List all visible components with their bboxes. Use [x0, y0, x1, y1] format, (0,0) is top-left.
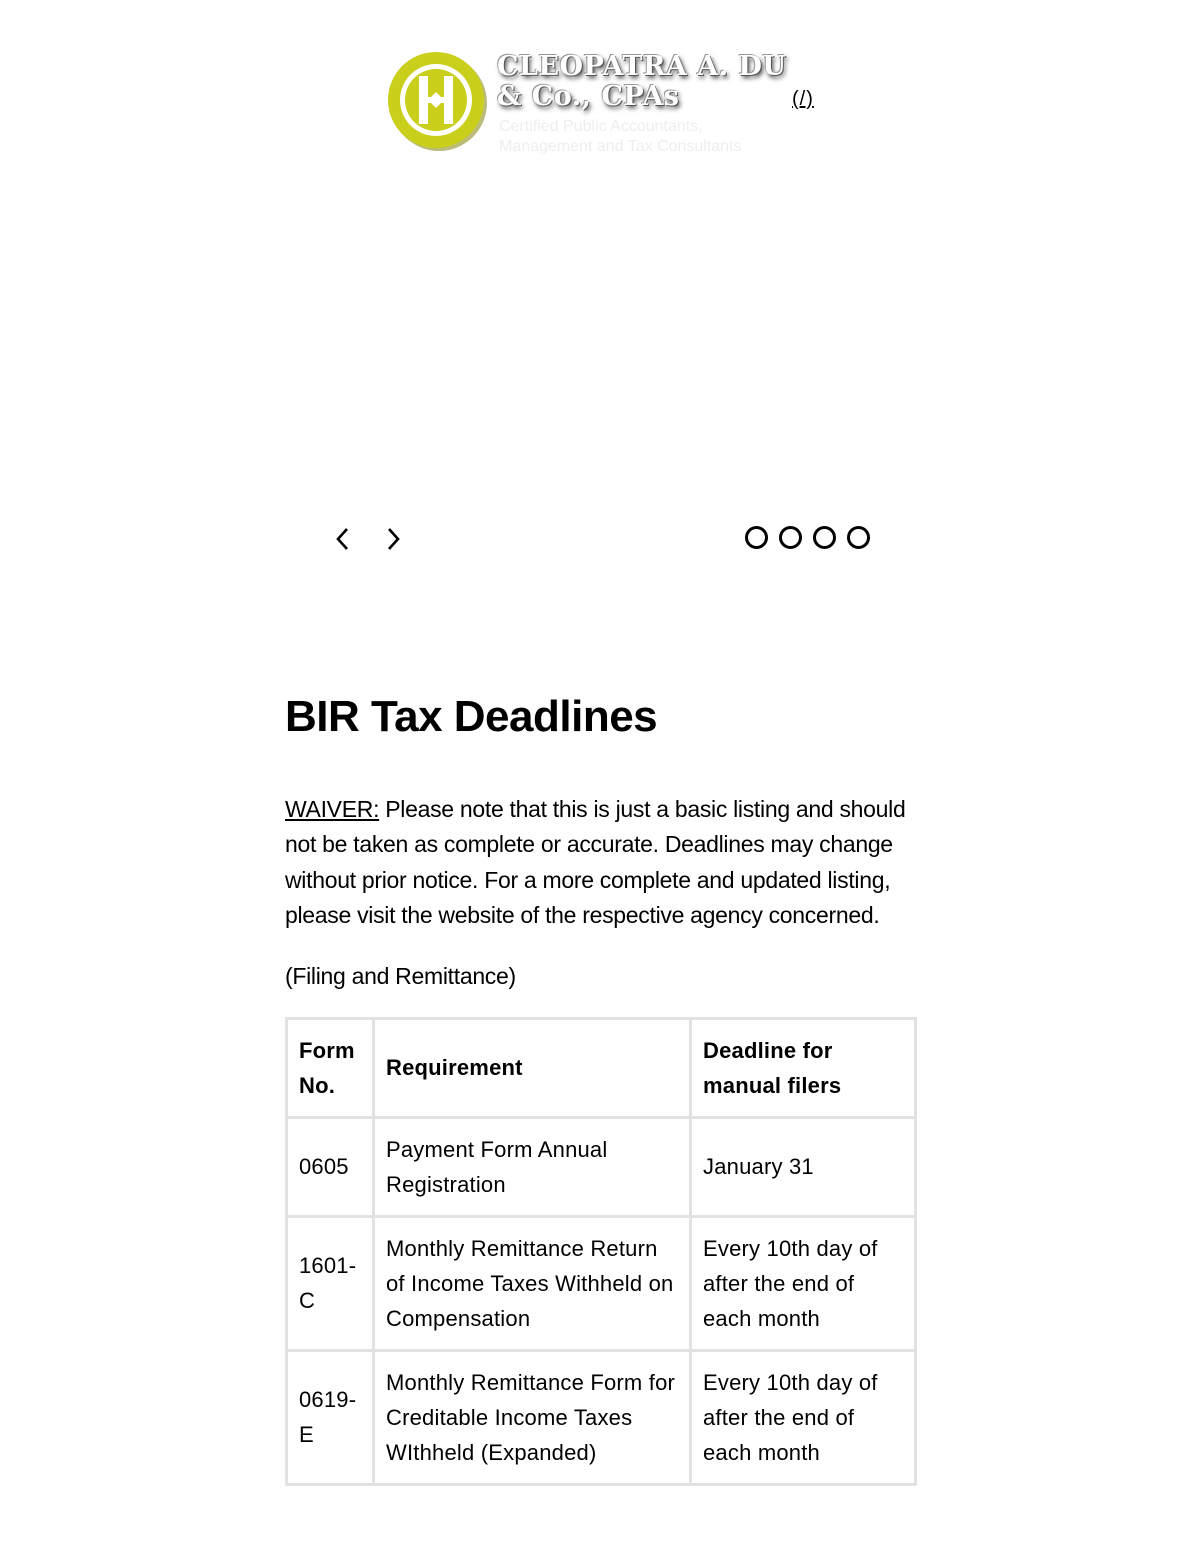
page-title: BIR Tax Deadlines	[285, 692, 658, 741]
brand-name	[497, 52, 786, 112]
cell-deadline: January 31	[691, 1117, 916, 1216]
waiver-label: WAIVER:	[285, 796, 380, 822]
table-header-row	[287, 1018, 916, 1117]
home-link[interactable]: (/)	[792, 88, 814, 110]
slider-dots	[745, 526, 870, 549]
cell-requirement: Payment Form Annual Registration	[374, 1117, 691, 1216]
chevron-right-icon[interactable]	[381, 525, 405, 553]
cell-form-no: 1601-C	[287, 1216, 374, 1350]
slider-dot-2[interactable]	[779, 526, 802, 549]
table-row	[287, 1216, 916, 1350]
table-row	[287, 1117, 916, 1216]
filing-subheading: (Filing and Remittance)	[285, 962, 516, 989]
brand-name-line1: CLEOPATRA A. DU	[497, 51, 787, 82]
cell-requirement: Monthly Remittance Form for Creditable Income Taxes WIthheld (Expanded)	[374, 1350, 691, 1484]
main-content	[285, 690, 920, 1486]
slider-dot-4[interactable]	[847, 526, 870, 549]
cell-deadline: Every 10th day of after the end of each month	[691, 1216, 916, 1350]
header-requirement: Requirement	[374, 1018, 691, 1117]
chevron-left-icon[interactable]	[331, 525, 355, 553]
cell-form-no: 0619-E	[287, 1350, 374, 1484]
header-deadline: Deadline for manual filers	[691, 1018, 916, 1117]
brand-tagline	[499, 117, 742, 157]
slider-dot-3[interactable]	[813, 526, 836, 549]
deadlines-table	[285, 1017, 917, 1486]
table-row	[287, 1350, 916, 1484]
cell-deadline: Every 10th day of after the end of each month	[691, 1350, 916, 1484]
waiver-text: Please note that this is just a basic listing and should not be taken as complete or accurate. Deadlines may change without prior notice. For a more complete and updated listing, please visit the website of the respective agency concerned.	[285, 796, 906, 929]
cell-requirement: Monthly Remittance Return of Income Taxes Withheld on Compensation	[374, 1216, 691, 1350]
waiver-paragraph	[285, 792, 920, 934]
header-form-no: Form No.	[287, 1018, 374, 1117]
company-logo-icon[interactable]	[385, 48, 489, 152]
cell-form-no: 0605	[287, 1117, 374, 1216]
slider-dot-1[interactable]	[745, 526, 768, 549]
tagline-line1: Certified Public Accountants,	[499, 118, 703, 135]
tagline-line2: Management and Tax Consultants	[499, 138, 742, 155]
brand-name-line2: & Co., CPAs	[497, 81, 680, 112]
